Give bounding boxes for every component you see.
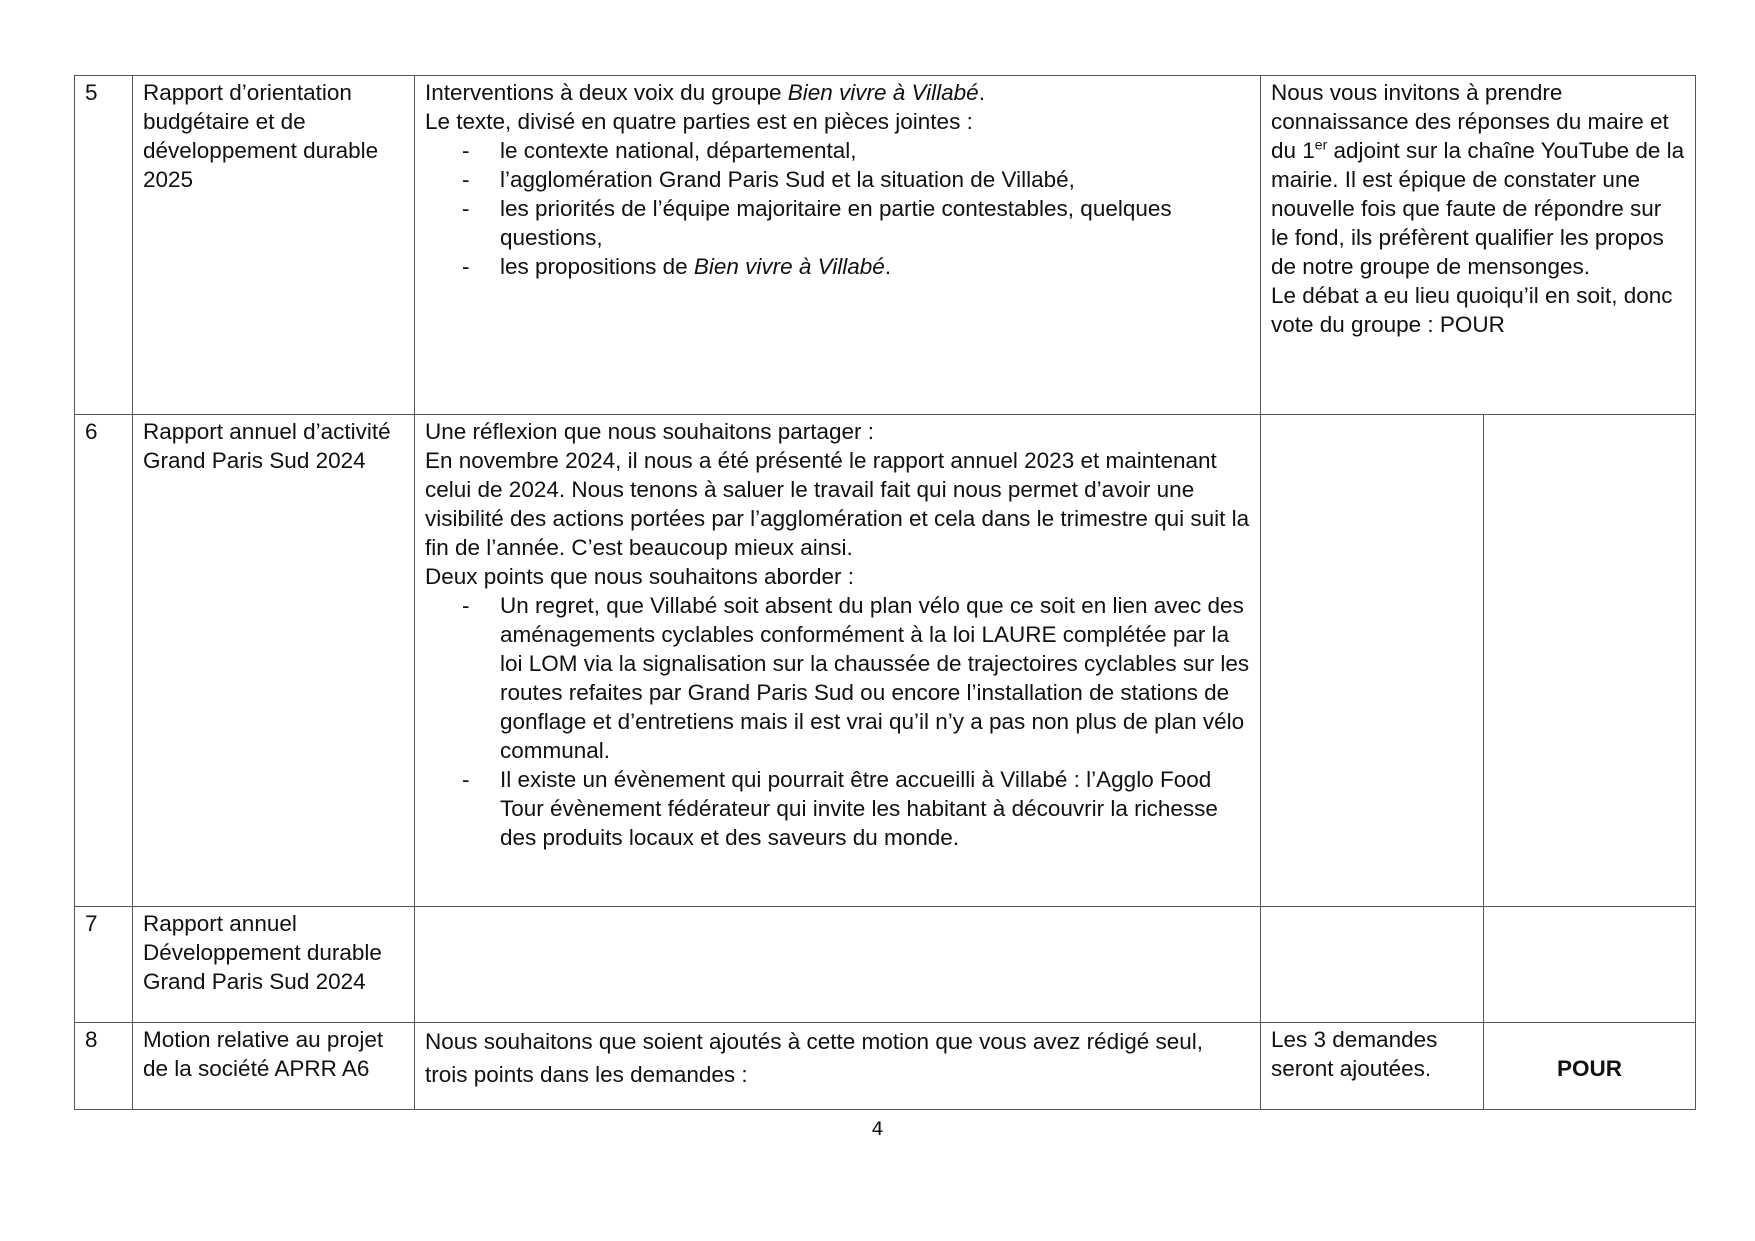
table-row <box>75 415 1696 907</box>
row-subject: Rapport annuel d’activité Grand Paris Sud 2024 <box>133 415 415 907</box>
list-item: - les priorités de l’équipe majoritaire en partie contestables, quelques questions, <box>500 194 1250 252</box>
row-number: 8 <box>75 1023 133 1110</box>
row-intervention: Nous souhaitons que soient ajoutés à cette motion que vous avez rédigé seul, trois points dans les demandes : <box>415 1023 1261 1110</box>
intervention-list <box>425 136 1250 281</box>
row-vote <box>1484 415 1696 907</box>
response-conclusion: Le débat a eu lieu quoiqu’il en soit, donc vote du groupe : POUR <box>1271 283 1673 337</box>
row-intervention <box>415 76 1261 415</box>
intervention-intro: Interventions à deux voix du groupe Bien vivre à Villabé. <box>425 80 985 105</box>
row-vote: POUR <box>1484 1023 1696 1110</box>
row-response: Les 3 demandes seront ajoutées. <box>1261 1023 1484 1110</box>
row-number: 6 <box>75 415 133 907</box>
row-subject: Motion relative au projet de la société APRR A6 <box>133 1023 415 1110</box>
deliberation-table <box>74 75 1696 1110</box>
intervention-text: Le texte, divisé en quatre parties est en pièces jointes : <box>425 109 973 134</box>
row-subject: Rapport d’orientation budgétaire et de développement durable 2025 <box>133 76 415 415</box>
list-item: - le contexte national, départemental, <box>500 136 1250 165</box>
list-item: - l’agglomération Grand Paris Sud et la situation de Villabé, <box>500 165 1250 194</box>
list-item: - Il existe un évènement qui pourrait être accueilli à Villabé : l’Agglo Food Tour évènement fédérateur qui invite les habitant à découvrir la richesse des produits locaux et des saveurs du monde. <box>500 765 1250 852</box>
list-item: - les propositions de Bien vivre à Villabé. <box>500 252 1250 281</box>
row-intervention <box>415 415 1261 907</box>
row-response <box>1261 76 1696 415</box>
row-response <box>1261 907 1484 1023</box>
table-row <box>75 907 1696 1023</box>
intervention-text: Deux points que nous souhaitons aborder : <box>425 564 855 589</box>
table-row <box>75 1023 1696 1110</box>
row-vote <box>1484 907 1696 1023</box>
row-subject: Rapport annuel Développement durable Grand Paris Sud 2024 <box>133 907 415 1023</box>
row-intervention <box>415 907 1261 1023</box>
response-text: Nous vous invitons à prendre connaissance des réponses du maire et du 1er adjoint sur la chaîne YouTube de la mairie. Il est épique de constater une nouvelle fois que faute de répondre sur le fond, ils préfèrent qualifier les propos de notre groupe de mensonges. <box>1271 80 1685 279</box>
table-row <box>75 76 1696 415</box>
intervention-list <box>425 591 1250 852</box>
list-item: - Un regret, que Villabé soit absent du plan vélo que ce soit en lien avec des aménagements cyclables conformément à la loi LAURE complétée par la loi LOM via la signalisation sur la chaussée de trajectoires cyclables sur les routes refaites par Grand Paris Sud ou encore l’installation de stations de gonflage et d’entretiens mais il est vrai qu’il n’y a pas non plus de plan vélo communal. <box>500 591 1250 765</box>
row-number: 7 <box>75 907 133 1023</box>
intervention-text: Une réflexion que nous souhaitons partager : <box>425 419 875 444</box>
row-response <box>1261 415 1484 907</box>
page-number: 4 <box>871 1118 884 1140</box>
intervention-text: En novembre 2024, il nous a été présenté le rapport annuel 2023 et maintenant celui de 2024. Nous tenons à saluer le travail fait qui nous permet d’avoir une visibilité des actions portées par l’agglomération et cela dans le trimestre qui suit la fin de l’année. C’est beaucoup mieux ainsi. <box>425 448 1250 560</box>
row-number: 5 <box>75 76 133 415</box>
